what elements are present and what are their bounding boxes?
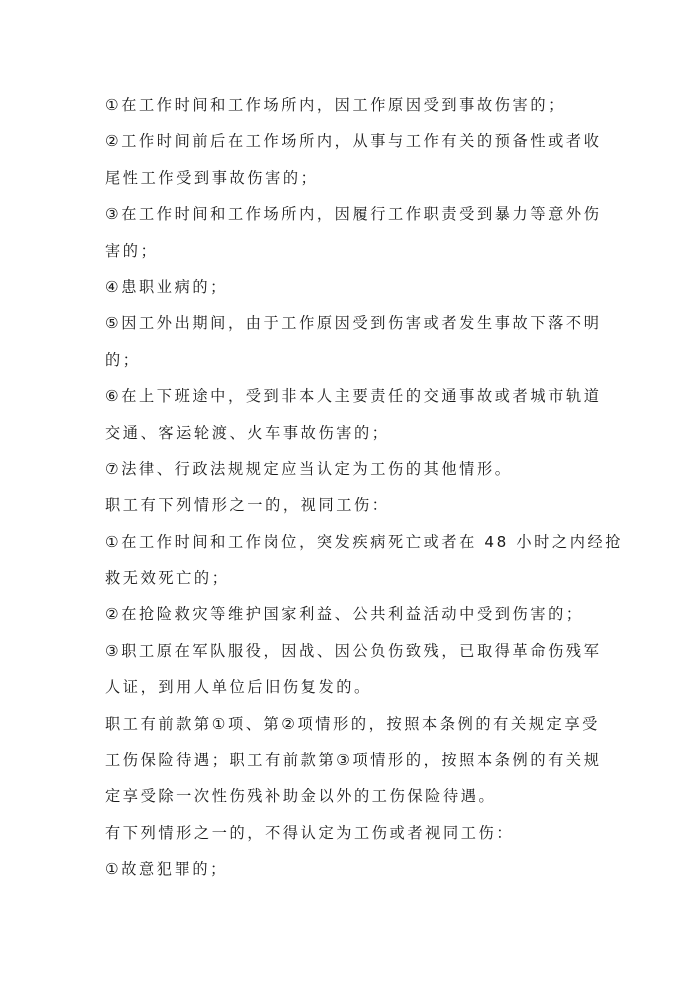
- text-line-2: ②工作时间前后在工作场所内，从事与工作有关的预备性或者收: [105, 132, 602, 151]
- text-line-15: ②在抢险救灾等维护国家利益、公共利益活动中受到伤害的；: [105, 605, 584, 624]
- text-line-5: 害的；: [105, 241, 159, 260]
- text-line-12: 职工有下列情形之一的，视同工伤：: [105, 496, 390, 515]
- text-line-11: ⑦法律、行政法规规定应当认定为工伤的其他情形。: [105, 459, 513, 478]
- text-line-20: 定享受除一次性伤残补助金以外的工伤保险待遇。: [105, 787, 497, 806]
- text-line-7: ⑤因工外出期间，由于工作原因受到伤害或者发生事故下落不明: [105, 314, 602, 333]
- text-line-3: 尾性工作受到事故伤害的；: [105, 168, 319, 187]
- text-line-14: 救无效死亡的；: [105, 569, 230, 588]
- text-line-8: 的；: [105, 350, 141, 369]
- text-line-4: ③在工作时间和工作场所内，因履行工作职责受到暴力等意外伤: [105, 205, 602, 224]
- text-line-6: ④患职业病的；: [105, 277, 228, 296]
- text-line-9: ⑥在上下班途中，受到非本人主要责任的交通事故或者城市轨道: [105, 387, 602, 406]
- text-line-13: ①在工作时间和工作岗位，突发疾病死亡或者在 48 小时之内经抢: [105, 532, 624, 551]
- text-line-18: 职工有前款第①项、第②项情形的，按照本条例的有关规定享受: [105, 714, 600, 733]
- text-line-16: ③职工原在军队服役，因战、因公负伤致残，已取得革命伤残军: [105, 641, 602, 660]
- text-line-17: 人证，到用人单位后旧伤复发的。: [105, 678, 372, 697]
- text-line-10: 交通、客运轮渡、火车事故伤害的；: [105, 423, 390, 442]
- text-line-22: ①故意犯罪的；: [105, 860, 228, 879]
- text-line-19: 工伤保险待遇；职工有前款第③项情形的，按照本条例的有关规: [105, 751, 602, 770]
- text-line-21: 有下列情形之一的，不得认定为工伤或者视同工伤：: [105, 823, 515, 842]
- text-line-1: ①在工作时间和工作场所内，因工作原因受到事故伤害的；: [105, 96, 566, 114]
